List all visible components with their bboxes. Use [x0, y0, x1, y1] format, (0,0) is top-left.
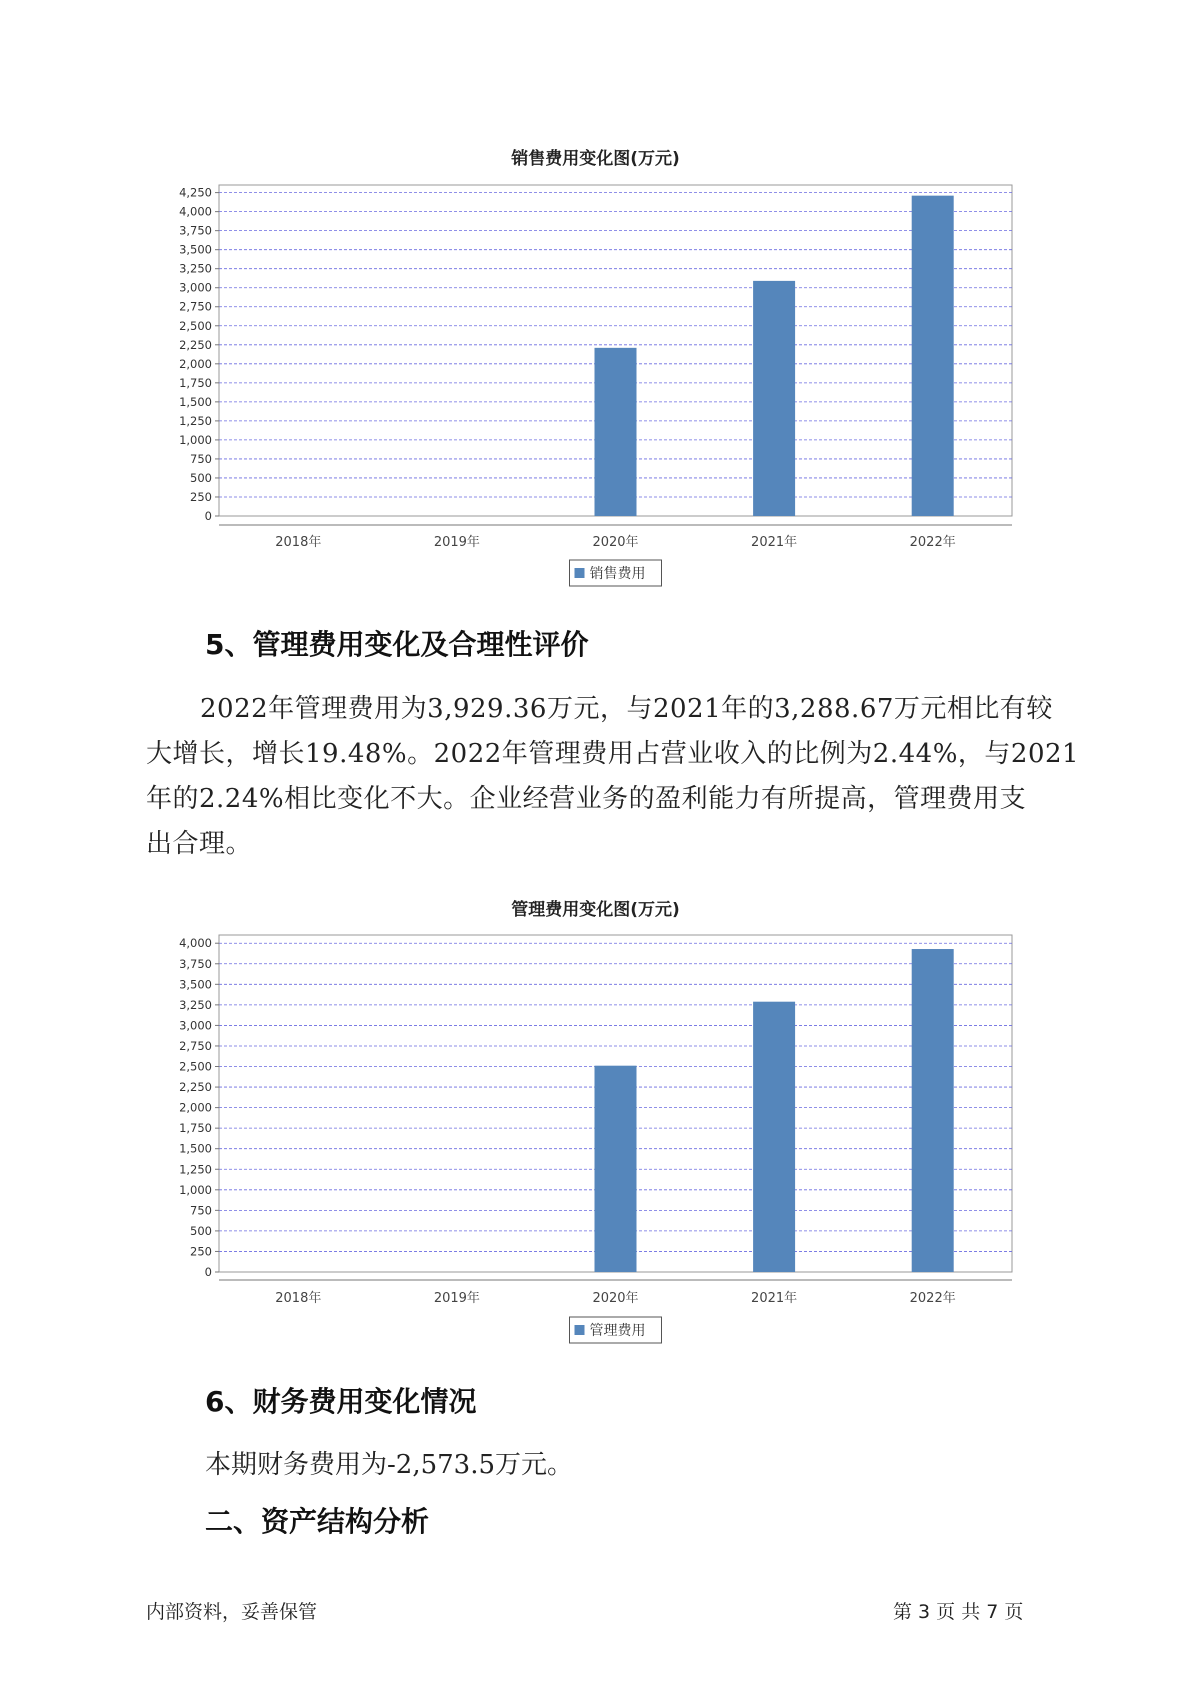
y-tick-label: 2,500	[179, 318, 212, 333]
x-tick-label: 2022年	[909, 535, 956, 550]
section5-paragraph	[146, 687, 1080, 867]
x-tick-label: 2019年	[433, 1291, 480, 1306]
x-tick-label: 2018年	[275, 535, 322, 550]
y-tick-label: 2,000	[179, 356, 212, 371]
y-tick-label: 3,000	[179, 280, 212, 295]
bar	[912, 196, 954, 516]
para-line: 出合理。	[146, 829, 253, 859]
y-tick-label: 1,250	[179, 1162, 212, 1177]
section5-heading: 5、管理费用变化及合理性评价	[205, 628, 589, 661]
y-tick-label: 3,250	[179, 261, 212, 276]
chart2-title: 管理费用变化图(万元)	[511, 900, 680, 920]
section6-heading: 6、财务费用变化情况	[205, 1385, 477, 1418]
y-tick-label: 1,750	[179, 1121, 212, 1136]
y-tick-label: 500	[190, 470, 212, 485]
x-tick-label: 2018年	[275, 1291, 322, 1306]
y-tick-label: 2,250	[179, 337, 212, 352]
legend-label: 管理费用	[589, 1323, 646, 1339]
bar	[595, 1066, 637, 1272]
bar	[753, 281, 795, 516]
y-tick-label: 1,250	[179, 413, 212, 428]
y-tick-label: 1,500	[179, 1141, 212, 1156]
admin-expense-chart	[0, 930, 1191, 1350]
x-tick-label: 2021年	[751, 535, 798, 550]
y-tick-label: 1,500	[179, 394, 212, 409]
para-line: 2022年管理费用为3,929.36万元，与2021年的3,288.67万元相比有较	[200, 694, 1053, 724]
y-tick-label: 2,000	[179, 1100, 212, 1115]
x-tick-label: 2021年	[751, 1291, 798, 1306]
section-two-heading: 二、资产结构分析	[205, 1505, 430, 1538]
y-tick-label: 0	[204, 1265, 212, 1279]
y-tick-label: 3,500	[179, 242, 212, 257]
y-tick-label: 4,000	[179, 936, 212, 951]
x-tick-label: 2020年	[592, 1291, 639, 1306]
legend-swatch	[575, 568, 585, 578]
y-tick-label: 2,750	[179, 299, 212, 314]
x-tick-label: 2020年	[592, 535, 639, 550]
x-tick-label: 2019年	[433, 535, 480, 550]
bar	[753, 1002, 795, 1272]
y-tick-label: 3,750	[179, 956, 212, 971]
y-tick-label: 1,000	[179, 1182, 212, 1197]
y-tick-label: 1,000	[179, 432, 212, 447]
y-tick-label: 250	[190, 1244, 212, 1259]
bar	[595, 348, 637, 516]
chart1-title: 销售费用变化图(万元)	[511, 149, 680, 169]
legend-swatch	[575, 1325, 585, 1335]
y-tick-label: 4,000	[179, 204, 212, 219]
legend-label: 销售费用	[589, 566, 646, 582]
y-tick-label: 3,000	[179, 1018, 212, 1033]
section6-text: 本期财务费用为-2,573.5万元。	[205, 1450, 574, 1480]
y-tick-label: 750	[190, 1203, 212, 1218]
footer-page-number: 第 3 页 共 7 页	[893, 1601, 1024, 1623]
y-tick-label: 2,500	[179, 1059, 212, 1074]
y-tick-label: 2,250	[179, 1080, 212, 1095]
y-tick-label: 1,750	[179, 375, 212, 390]
footer-confidential-note: 内部资料，妥善保管	[146, 1601, 318, 1623]
x-tick-label: 2022年	[909, 1291, 956, 1306]
y-tick-label: 3,500	[179, 977, 212, 992]
y-tick-label: 250	[190, 489, 212, 504]
y-tick-label: 500	[190, 1223, 212, 1238]
y-tick-label: 3,750	[179, 223, 212, 238]
y-tick-label: 3,250	[179, 997, 212, 1012]
y-tick-label: 4,250	[179, 185, 212, 200]
para-line: 大增长，增长19.48%。2022年管理费用占营业收入的比例为2.44%，与2021	[146, 739, 1080, 769]
sales-expense-chart	[0, 180, 1191, 620]
y-tick-label: 2,750	[179, 1038, 212, 1053]
para-line: 年的2.24%相比变化不大。企业经营业务的盈利能力有所提高，管理费用支	[146, 784, 1027, 814]
bar	[912, 949, 954, 1272]
y-tick-label: 750	[190, 451, 212, 466]
y-tick-label: 0	[204, 509, 212, 523]
